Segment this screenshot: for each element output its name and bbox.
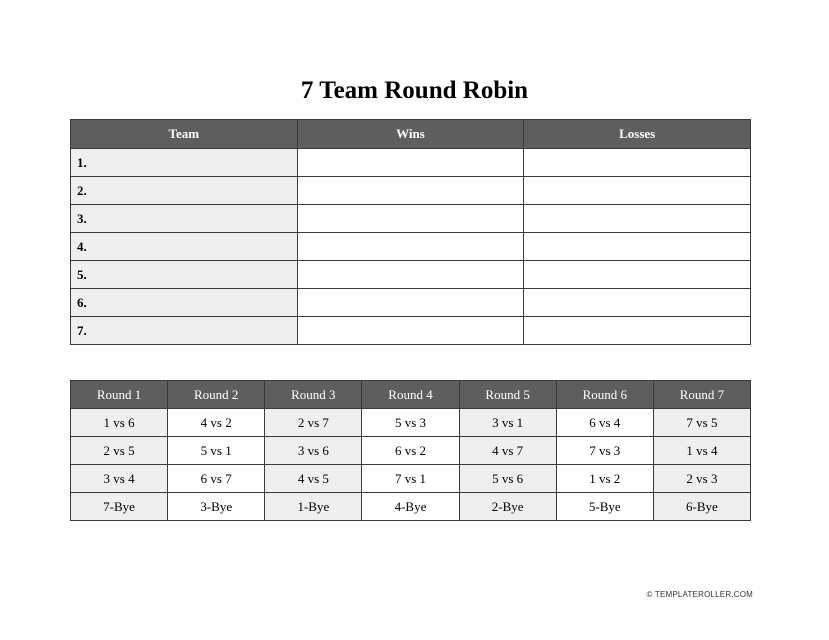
- matchup-cell: 7 vs 1: [362, 465, 459, 493]
- page-title: 7 Team Round Robin: [300, 77, 529, 104]
- standings-row: [71, 289, 751, 317]
- bye-cell: 5-Bye: [556, 493, 653, 521]
- wins-cell[interactable]: [297, 205, 524, 233]
- standings-row: [71, 261, 751, 289]
- round-header: Round 7: [653, 381, 750, 409]
- matchup-cell: 4 vs 2: [168, 409, 265, 437]
- team-cell[interactable]: 3.: [71, 205, 298, 233]
- losses-column-header: Losses: [524, 120, 751, 149]
- matchup-cell: 3 vs 4: [71, 465, 168, 493]
- matchup-cell: 7 vs 3: [556, 437, 653, 465]
- matchup-cell: 6 vs 7: [168, 465, 265, 493]
- standings-header-row: [71, 120, 751, 149]
- team-cell[interactable]: 1.: [71, 149, 298, 177]
- losses-cell[interactable]: [524, 233, 751, 261]
- schedule-header-row: [71, 381, 751, 409]
- bye-cell: 7-Bye: [71, 493, 168, 521]
- losses-cell[interactable]: [524, 177, 751, 205]
- standings-row: [71, 205, 751, 233]
- wins-cell[interactable]: [297, 289, 524, 317]
- schedule-row: [71, 465, 751, 493]
- matchup-cell: 2 vs 7: [265, 409, 362, 437]
- footer-credit: © TEMPLATEROLLER.COM: [646, 590, 753, 599]
- matchup-cell: 3 vs 6: [265, 437, 362, 465]
- team-cell[interactable]: 5.: [71, 261, 298, 289]
- team-cell[interactable]: 4.: [71, 233, 298, 261]
- matchup-cell: 7 vs 5: [653, 409, 750, 437]
- losses-cell[interactable]: [524, 205, 751, 233]
- team-cell[interactable]: 6.: [71, 289, 298, 317]
- standings-row: [71, 149, 751, 177]
- bye-cell: 1-Bye: [265, 493, 362, 521]
- losses-cell[interactable]: [524, 149, 751, 177]
- matchup-cell: 5 vs 3: [362, 409, 459, 437]
- schedule-row: [71, 437, 751, 465]
- losses-cell[interactable]: [524, 289, 751, 317]
- schedule-row: [71, 493, 751, 521]
- round-header: Round 3: [265, 381, 362, 409]
- matchup-cell: 6 vs 2: [362, 437, 459, 465]
- wins-cell[interactable]: [297, 149, 524, 177]
- standings-row: [71, 317, 751, 345]
- team-column-header: Team: [71, 120, 298, 149]
- schedule-table: [70, 380, 751, 521]
- standings-table: [70, 119, 751, 345]
- round-header: Round 6: [556, 381, 653, 409]
- standings-row: [71, 233, 751, 261]
- matchup-cell: 2 vs 3: [653, 465, 750, 493]
- schedule-row: [71, 409, 751, 437]
- wins-cell[interactable]: [297, 317, 524, 345]
- matchup-cell: 6 vs 4: [556, 409, 653, 437]
- matchup-cell: 4 vs 7: [459, 437, 556, 465]
- wins-column-header: Wins: [297, 120, 524, 149]
- matchup-cell: 2 vs 5: [71, 437, 168, 465]
- round-header: Round 2: [168, 381, 265, 409]
- matchup-cell: 1 vs 2: [556, 465, 653, 493]
- team-cell[interactable]: 7.: [71, 317, 298, 345]
- matchup-cell: 5 vs 1: [168, 437, 265, 465]
- wins-cell[interactable]: [297, 261, 524, 289]
- bye-cell: 3-Bye: [168, 493, 265, 521]
- matchup-cell: 1 vs 4: [653, 437, 750, 465]
- losses-cell[interactable]: [524, 261, 751, 289]
- losses-cell[interactable]: [524, 317, 751, 345]
- round-header: Round 5: [459, 381, 556, 409]
- standings-row: [71, 177, 751, 205]
- bye-cell: 4-Bye: [362, 493, 459, 521]
- wins-cell[interactable]: [297, 177, 524, 205]
- bye-cell: 6-Bye: [653, 493, 750, 521]
- matchup-cell: 5 vs 6: [459, 465, 556, 493]
- wins-cell[interactable]: [297, 233, 524, 261]
- bye-cell: 2-Bye: [459, 493, 556, 521]
- team-cell[interactable]: 2.: [71, 177, 298, 205]
- round-header: Round 1: [71, 381, 168, 409]
- round-header: Round 4: [362, 381, 459, 409]
- matchup-cell: 1 vs 6: [71, 409, 168, 437]
- matchup-cell: 3 vs 1: [459, 409, 556, 437]
- matchup-cell: 4 vs 5: [265, 465, 362, 493]
